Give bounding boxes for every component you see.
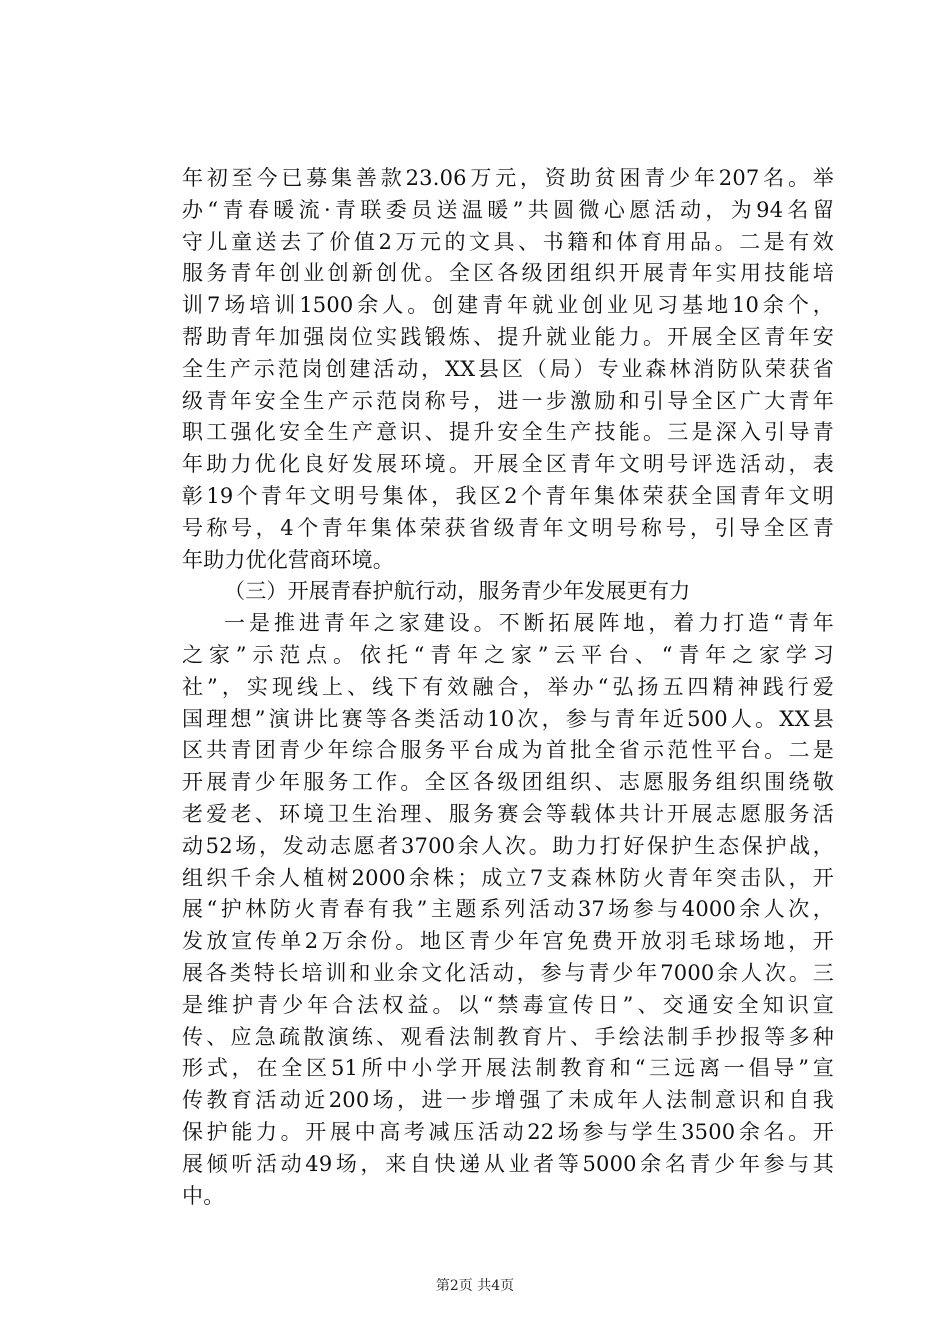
text-line: 展各类特长培训和业余文化活动，参与青少年7000余人次。三 (182, 960, 834, 985)
document-body (182, 163, 834, 1212)
text-line: 国理想”演讲比赛等各类活动10次，参与青年近500人。XX县 (182, 706, 834, 731)
text-line: 形式，在全区51所中小学开展法制教育和“三远离一倡导”宣 (182, 1056, 834, 1081)
text-line: 展“护林防火青春有我”主题系列活动37场参与4000余人次， (182, 897, 834, 922)
text-line: 号称号，4个青年集体荣获省级青年文明号称号，引导全区青 (182, 515, 834, 540)
text-line: 一是推进青年之家建设。不断拓展阵地，着力打造“青年 (224, 611, 834, 636)
text-line: 帮助青年加强岗位实践锻炼、提升就业能力。开展全区青年安 (182, 324, 834, 349)
text-line: 传、应急疏散演练、观看法制教育片、手绘法制手抄报等多种 (182, 1024, 834, 1049)
text-line: 办“青春暖流·青联委员送温暖”共圆微心愿活动，为94名留 (182, 197, 834, 222)
text-line: 组织千余人植树2000余株；成立7支森林防火青年突击队，开 (182, 865, 834, 890)
text-line: 中。 (182, 1183, 225, 1208)
text-line: 训7场培训1500余人。创建青年就业创业见习基地10余个， (182, 293, 834, 318)
text-line: 守儿童送去了价值2万元的文具、书籍和体育用品。二是有效 (182, 229, 834, 254)
text-line: 开展青少年服务工作。全区各级团组织、志愿服务组织围绕敬 (182, 770, 834, 795)
text-line: 级青年安全生产示范岗称号，进一步激励和引导全区广大青年 (182, 388, 834, 413)
section-heading: （三）开展青春护航行动，服务青少年发展更有力 (224, 579, 691, 604)
text-line: 传教育活动近200场，进一步增强了未成年人法制意识和自我 (182, 1088, 834, 1113)
text-line: 保护能力。开展中高考减压活动22场参与学生3500余名。开 (182, 1119, 834, 1144)
text-line: 彰19个青年文明号集体，我区2个青年集体荣获全国青年文明 (182, 483, 834, 508)
text-line: 老爱老、环境卫生治理、服务赛会等载体共计开展志愿服务活 (182, 801, 834, 826)
text-line: 服务青年创业创新创优。全区各级团组织开展青年实用技能培 (182, 261, 834, 286)
text-line: 年助力优化营商环境。 (182, 547, 394, 572)
text-line: 全生产示范岗创建活动，XX县区（局）专业森林消防队荣获省 (182, 356, 834, 381)
text-line: 发放宣传单2万余份。地区青少年宫免费开放羽毛球场地，开 (182, 929, 834, 954)
page-footer: 第2页 共4页 (435, 1278, 515, 1294)
text-line: 职工强化安全生产意识、提升安全生产技能。三是深入引导青 (182, 420, 834, 445)
text-line: 年助力优化良好发展环境。开展全区青年文明号评选活动，表 (182, 452, 834, 477)
text-line: 之家”示范点。依托“青年之家”云平台、“青年之家学习 (182, 642, 834, 667)
text-line: 动52场，发动志愿者3700余人次。助力打好保护生态保护战， (182, 833, 834, 858)
text-line: 年初至今已募集善款23.06万元，资助贫困青少年207名。举 (182, 166, 834, 190)
text-line: 展倾听活动49场，来自快递从业者等5000余名青少年参与其 (182, 1151, 834, 1176)
text-line: 社”，实现线上、线下有效融合，举办“弘扬五四精神践行爱 (182, 674, 834, 699)
text-line: 区共青团青少年综合服务平台成为首批全省示范性平台。二是 (182, 738, 834, 763)
text-line: 是维护青少年合法权益。以“禁毒宣传日”、交通安全知识宣 (182, 992, 834, 1017)
